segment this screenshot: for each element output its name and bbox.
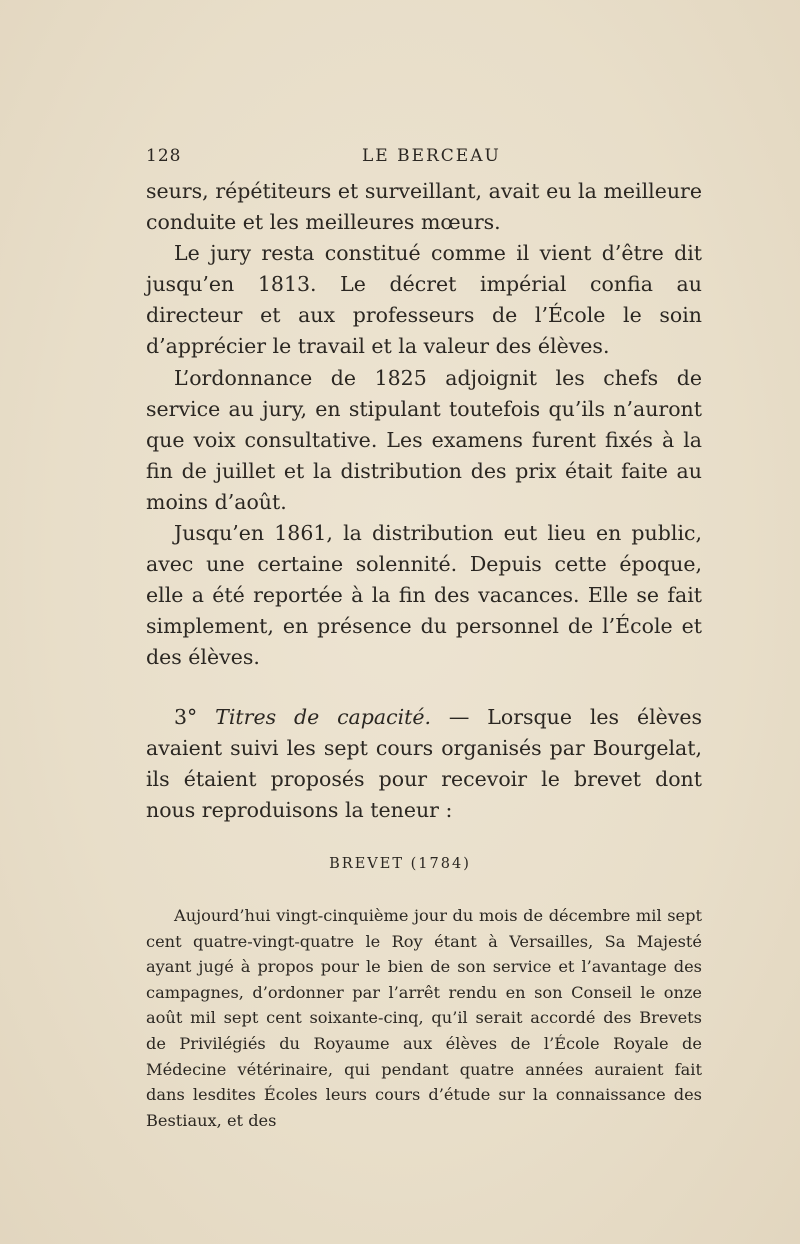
section-number: 3° [174,704,216,729]
main-text [146,176,702,826]
section-gap [146,674,702,702]
section-title: Titres de capacité. [215,704,432,729]
running-title: LE BERCEAU [362,146,501,166]
page-header [146,146,700,170]
paragraph-jury: Le jury resta constitué comme il vient d’être dit jusqu’en 1813. Le décret impérial confia au directeur et aux professeurs de l’École le soin d’apprécier le travail et la valeur des élèves. [146,241,702,359]
paragraph-ordonnance: L’ordonnance de 1825 adjoignit les chefs de service au jury, en stipulant toutefois qu’ils n’auront que voix consultative. Les examens furent fixés à la fin de juillet et la distribution des prix était faite au moins d’août. [146,365,702,514]
paragraph-distribution: Jusqu’en 1861, la distribution eut lieu en public, avec une certaine solennité. Depuis cette époque, elle a été reportée à la fin des vacances. Elle se fait simplement, en présence du personnel de l’École et des élèves. [146,521,702,670]
page-number: 128 [146,146,182,166]
brevet-heading: BREVET (1784) [329,856,471,872]
section-text: — Lorsque les élèves avaient suivi les sept cours organisés par Bourgelat, ils étaient proposés pour recevoir le brevet dont nous reproduisons la teneur : [146,704,702,822]
brevet-text: Aujourd’hui vingt-cinquième jour du mois de décembre mil sept cent quatre-vingt-quatre le Roy étant à Versailles, Sa Majesté ayant jugé à propos pour le bien de son service et l’avantage des campagnes, d’ordonner par l’arrêt rendu en son Conseil le onze août mil sept cent soixante-cinq, qu’il serait accordé des Brevets de Privilégiés du Royaume aux élèves de l’École Royale de Médecine vétérinaire, qui pendant quatre années auraient fait dans lesdites Écoles leurs cours d’étude sur la connaissance des Bestiaux, et des [146,906,702,1130]
paragraph-continuation: seurs, répétiteurs et surveillant, avait eu la meilleure conduite et les meilleures mœurs. [146,179,702,235]
brevet-quote [146,903,702,1133]
paragraph-titres [146,702,702,826]
